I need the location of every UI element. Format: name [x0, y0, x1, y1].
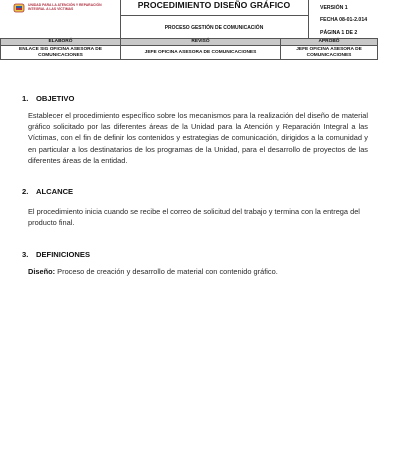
section-number: 3. [22, 250, 29, 259]
page-label: PÁGINA 1 DE 2 [320, 30, 358, 36]
document-header [0, 0, 377, 58]
document-subtitle: PROCESO GESTIÓN DE COMUNICACIÓN [164, 25, 264, 31]
meta-cell [308, 0, 377, 38]
definition-term: Diseño: [28, 267, 56, 276]
aprobo-header: APROBÓ [281, 39, 378, 46]
section-title: OBJETIVO [36, 94, 75, 103]
section-title: DEFINICIONES [36, 250, 91, 259]
date-label: FECHA 08-01-2.014 [320, 17, 368, 23]
section-heading-alcance [22, 187, 73, 196]
section-heading-objetivo [22, 94, 74, 103]
version-label: VERSIÓN 1 [320, 5, 348, 11]
elaboro-value: ENLACE SIG OFICINA ASESORA DE COMUNICACIONES [1, 46, 121, 60]
section-heading-definiciones [22, 250, 90, 259]
section-number: 2. [22, 187, 29, 196]
header-top-row [0, 0, 377, 39]
reviso-value: JEFE OFICINA ASESORA DE COMUNICACIONES [121, 46, 281, 60]
reviso-header: REVISÓ [121, 39, 281, 46]
signature-header-row [1, 39, 378, 46]
aprobo-value: JEFE OFICINA ASESORA DE COMUNICACIONES [281, 46, 378, 60]
logo-text: UNIDAD PARA LA ATENCIÓN Y REPARACIÓN INTEGRAL A LAS VÍCTIMAS [28, 3, 102, 11]
section-text-alcance: El procedimiento inicia cuando se recibe el correo de solicitud del trabajo y termina con la entrega del producto final. [28, 207, 360, 228]
coat-of-arms-icon [13, 3, 25, 13]
title-cell [120, 0, 309, 38]
section-title: ALCANCE [36, 187, 74, 196]
definition-diseno [28, 266, 368, 277]
title-divider [120, 15, 308, 16]
elaboro-header: ELABORÓ [1, 39, 121, 46]
signature-table [0, 38, 378, 60]
section-text-objetivo: Establecer el procedimiento específico sobre los mecanismos para la realización del diseño de material gráfico solicitado por las diferentes áreas de la Unidad para la Atención y Reparación Integral a las Víctimas, con el fin de definir los contenidos y estrategias de comunicación, dirigidos a la comunidad y en particular a los destinatarios de los programas de la Unidad, para el desarrollo de proyectos de las diferentes áreas de la entidad. [28, 111, 368, 165]
document-title: PROCEDIMIENTO DISEÑO GRÁFICO [137, 0, 291, 10]
signature-value-row [1, 46, 378, 60]
logo-cell [0, 0, 121, 38]
section-number: 1. [22, 94, 29, 103]
definition-text: Proceso de creación y desarrollo de material con contenido gráfico. [57, 267, 278, 276]
